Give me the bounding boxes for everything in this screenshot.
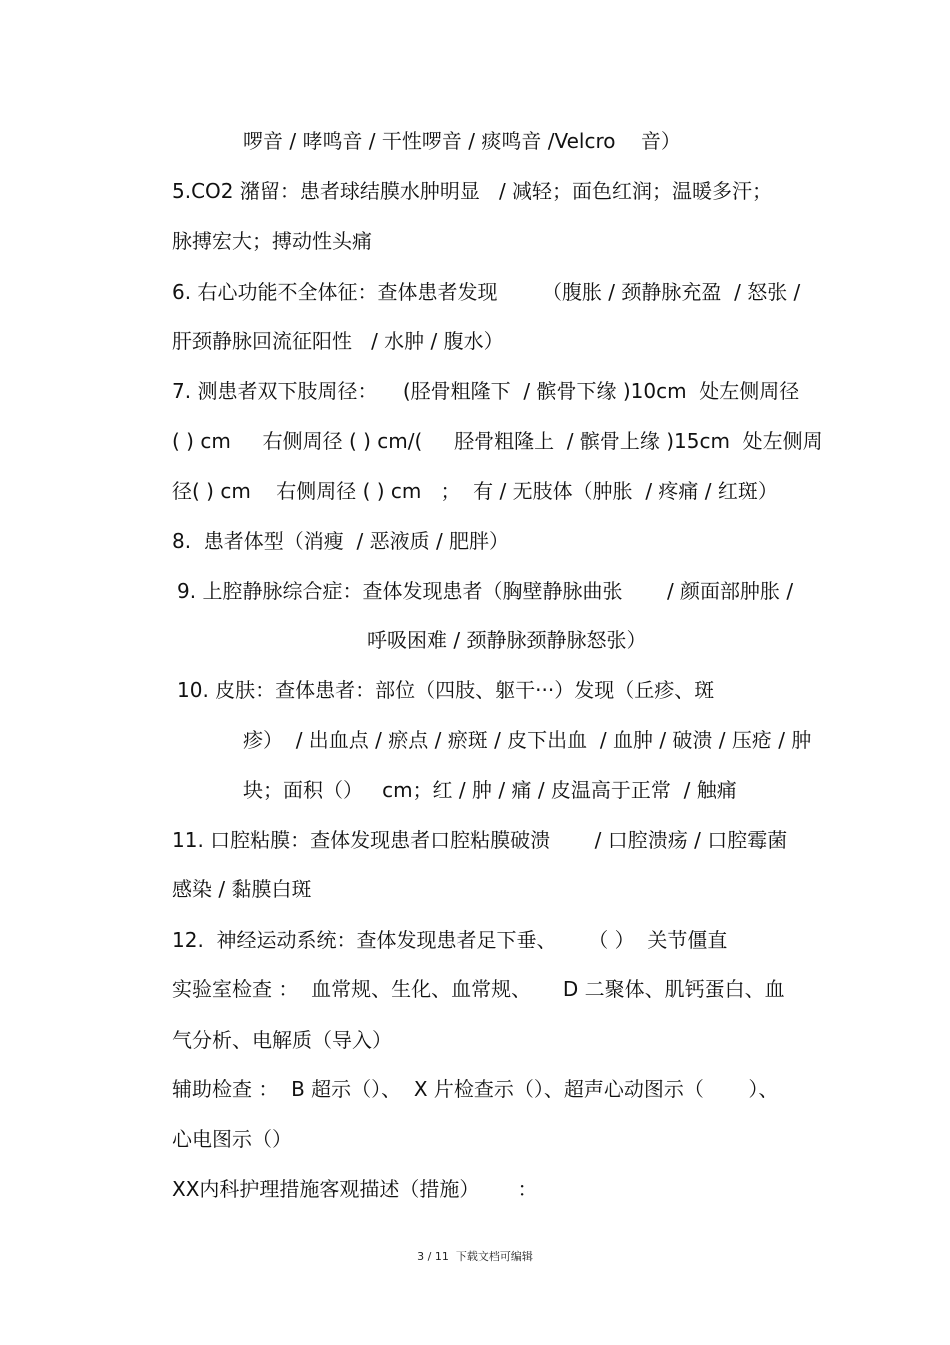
text-line-1: 啰音 / 哮鸣音 / 干性啰音 / 痰鸣音 /Velcro 音） — [243, 129, 681, 153]
text-line-2: 5.CO2 潴留：患者球结膜水肿明显 / 减轻；面色红润；温暖多汗； — [172, 179, 773, 203]
text-line-3: 脉搏宏大；搏动性头痛 — [172, 229, 372, 253]
text-line-22: XX内科护理措施客观描述（措施） ： — [172, 1177, 538, 1201]
text-line-5: 肝颈静脉回流征阳性 / 水肿 / 腹水） — [172, 329, 504, 353]
text-line-6: 7. 测患者双下肢周径： (胫骨粗隆下 / 髌骨下缘 )10cm 处左侧周径 — [172, 379, 800, 403]
text-line-14: 块；面积（） cm；红 / 肿 / 痛 / 皮温高于正常 / 触痛 — [243, 778, 737, 802]
text-line-9: 8. 患者体型（消瘦 / 恶液质 / 肥胖） — [172, 529, 510, 553]
text-line-4: 6. 右心功能不全体征：查体患者发现 （腹胀 / 颈静脉充盈 / 怒张 / — [172, 280, 801, 304]
text-line-15: 11. 口腔粘膜：查体发现患者口腔粘膜破溃 / 口腔溃疡 / 口腔霉菌 — [172, 828, 788, 852]
page-footer: 3 / 11 下载文档可编辑 — [417, 1250, 533, 1263]
text-line-18: 实验室检查 ： 血常规、生化、血常规、 D 二聚体、肌钙蛋白、血 — [172, 977, 785, 1001]
text-line-12: 10. 皮肤：查体患者：部位（四肢、躯干···）发现（丘疹、斑 — [177, 678, 715, 702]
text-line-10: 9. 上腔静脉综合症：查体发现患者（胸壁静脉曲张 / 颜面部肿胀 / — [177, 579, 794, 603]
text-line-19: 气分析、电解质（导入） — [172, 1028, 392, 1052]
text-line-21: 心电图示（） — [172, 1127, 292, 1151]
text-line-17: 12. 神经运动系统：查体发现患者足下垂、 （ ） 关节僵直 — [172, 928, 728, 952]
text-line-8: 径( ) cm 右侧周径 ( ) cm ； 有 / 无肢体（肿胀 / 疼痛 / 红斑） — [172, 479, 778, 503]
text-line-11: 呼吸困难 / 颈静脉颈静脉怒张） — [367, 628, 647, 652]
text-line-7: ( ) cm 右侧周径 ( ) cm/( 胫骨粗隆上 / 髌骨上缘 )15cm 处左侧周 — [172, 429, 823, 453]
text-line-20: 辅助检查 ： B 超示（）、 X 片检查示（）、超声心动图示（ ）、 — [172, 1077, 779, 1101]
text-line-16: 感染 / 黏膜白斑 — [172, 877, 312, 901]
text-line-13: 疹） / 出血点 / 瘀点 / 瘀斑 / 皮下出血 / 血肿 / 破溃 / 压疮 / 肿 — [243, 728, 812, 752]
